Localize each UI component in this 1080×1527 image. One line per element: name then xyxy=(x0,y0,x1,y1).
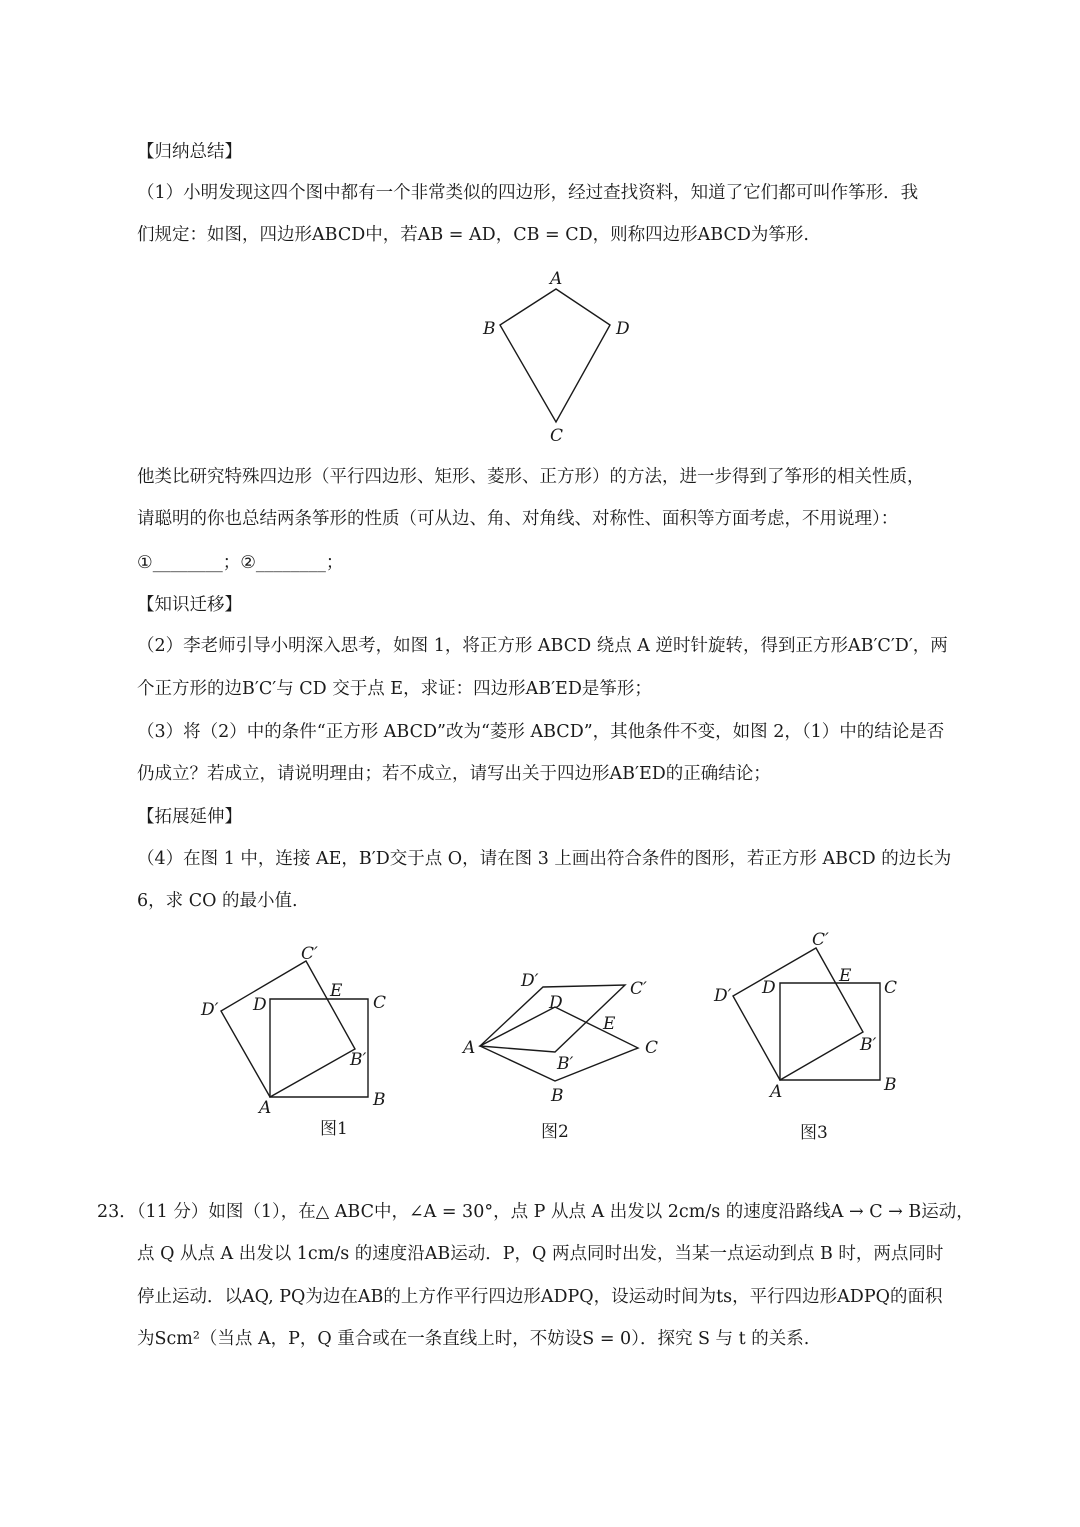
label-c: C xyxy=(373,993,387,1013)
label-d: D xyxy=(762,978,776,998)
question-3-line-2: 仍成立？若成立，请说明理由；若不成立，请写出关于四边形AB′ED的正确结论； xyxy=(137,764,771,784)
label-d: D xyxy=(253,995,267,1015)
question-2-line-1: （2）李老师引导小明深入思考，如图 1，将正方形 ABCD 绕点 A 逆时针旋转，得到正方形AB′C′D′，两 xyxy=(137,636,948,656)
section-heading-extension: 【拓展延伸】 xyxy=(137,807,242,827)
label-c-prime: C′ xyxy=(301,944,318,964)
label-e: E xyxy=(603,1014,616,1034)
label-c-prime: C′ xyxy=(812,930,829,950)
figure-3-caption: 图3 xyxy=(800,1123,828,1143)
label-b: B xyxy=(884,1075,897,1095)
label-c: C xyxy=(645,1038,659,1058)
square-abcd xyxy=(270,999,368,1097)
figure-1 xyxy=(195,935,410,1115)
figure-1-caption: 图1 xyxy=(320,1119,348,1139)
label-d-prime: D′ xyxy=(714,986,732,1006)
label-a: A xyxy=(770,1082,783,1102)
label-b-prime: B′ xyxy=(860,1035,877,1055)
label-a: A xyxy=(259,1098,272,1115)
label-e: E xyxy=(330,981,343,1001)
kite-figure xyxy=(470,262,640,447)
figure-2-caption: 图2 xyxy=(541,1122,569,1142)
label-d: D xyxy=(549,993,563,1013)
kite-label-b: B xyxy=(483,319,496,339)
label-a: A xyxy=(463,1038,476,1058)
question-4-line-2: 6，求 CO 的最小值. xyxy=(137,891,298,911)
label-b: B xyxy=(373,1090,386,1110)
square-abcd xyxy=(780,983,880,1080)
question-23-line-2: 点 Q 从点 A 出发以 1cm/s 的速度沿AB运动．P，Q 两点同时出发，当某一点运动到点 B 时，两点同时 xyxy=(137,1244,944,1264)
label-d-prime: D′ xyxy=(201,1000,219,1020)
label-c-prime: C′ xyxy=(630,979,647,999)
section-heading-summary: 【归纳总结】 xyxy=(137,142,242,162)
kite-label-a: A xyxy=(550,269,563,289)
label-b-prime: B′ xyxy=(557,1054,574,1074)
kite-label-c: C xyxy=(550,426,564,446)
figure-2 xyxy=(455,962,665,1107)
kite-label-d: D xyxy=(616,319,630,339)
label-d-prime: D′ xyxy=(521,971,539,991)
paragraph-2-line-1: 他类比研究特殊四边形（平行四边形、矩形、菱形、正方形）的方法，进一步得到了筝形的相关性质， xyxy=(137,467,925,487)
label-b: B xyxy=(551,1086,564,1106)
label-c: C xyxy=(884,978,898,998)
paragraph-1-line-1: （1）小明发现这四个图中都有一个非常类似的四边形，经过查找资料，知道了它们都可叫作筝形．我 xyxy=(137,183,919,203)
paragraph-2-line-2: 请聪明的你也总结两条筝形的性质（可从边、角、对角线、对称性、面积等方面考虑，不用说理）： xyxy=(137,509,899,529)
paragraph-1-line-2: 们规定：如图，四边形ABCD中，若AB = AD，CB = CD，则称四边形ABCD为筝形. xyxy=(137,225,809,245)
question-23-line-3: 停止运动．以AQ, PQ为边在AB的上方作平行四边形ADPQ，设运动时间为ts，平行四边形ADPQ的面积 xyxy=(137,1287,943,1307)
kite-shape xyxy=(500,289,610,422)
question-3-line-1: （3）将（2）中的条件“正方形 ABCD”改为“菱形 ABCD”，其他条件不变，如图 2，（1）中的结论是否 xyxy=(137,722,945,742)
question-23-line-4: 为Scm²（当点 A，P，Q 重合或在一条直线上时，不妨设S = 0）．探究 S 与 t 的关系. xyxy=(137,1329,810,1349)
answer-blanks: ①________；②________； xyxy=(137,553,344,573)
figure-3 xyxy=(708,925,908,1105)
section-heading-transfer: 【知识迁移】 xyxy=(137,595,242,615)
label-e: E xyxy=(839,966,852,986)
label-b-prime: B′ xyxy=(350,1050,367,1070)
question-2-line-2: 个正方形的边B′C′与 CD 交于点 E，求证：四边形AB′ED是筝形； xyxy=(137,679,652,699)
question-4-line-1: （4）在图 1 中，连接 AE，B′D交于点 O，请在图 3 上画出符合条件的图形，若正方形 ABCD 的边长为 xyxy=(137,849,952,869)
question-23-line-1: 23．（11 分）如图（1），在△ ABC中，∠A = 30°，点 P 从点 A 出发以 2cm/s 的速度沿路线A → C → B运动， xyxy=(97,1202,974,1222)
